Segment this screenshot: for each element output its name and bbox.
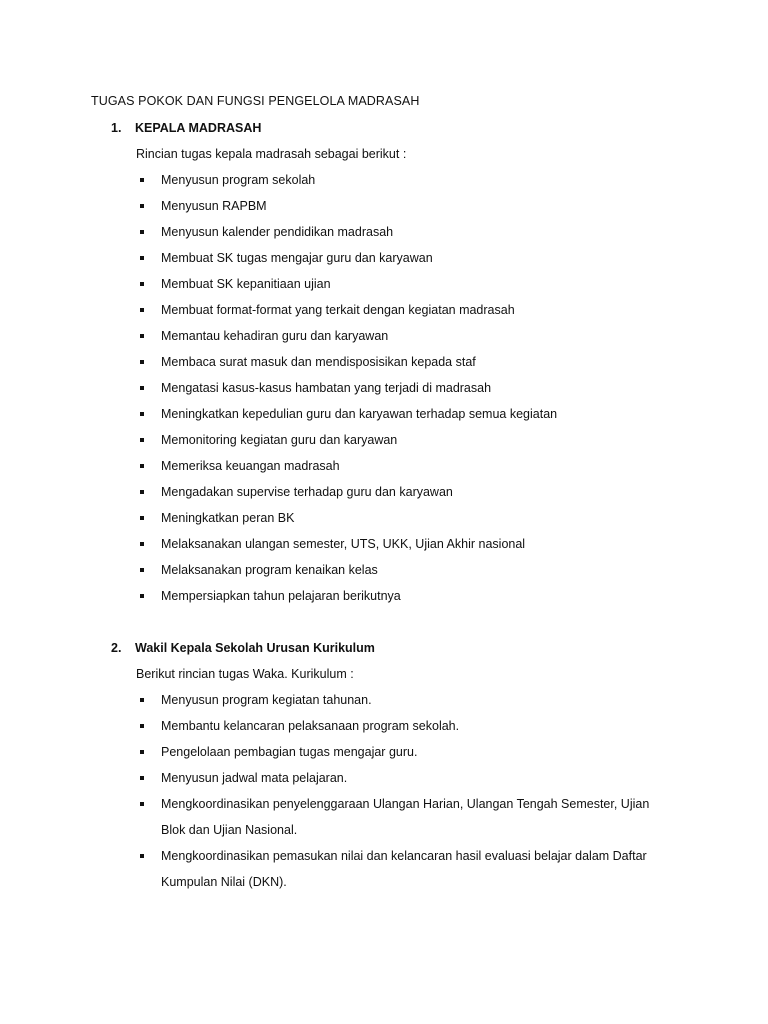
bullet-icon [111, 297, 136, 323]
bullet-icon [111, 245, 136, 271]
list-item [111, 193, 671, 219]
section-heading-text: KEPALA MADRASAH [135, 121, 262, 135]
list-item-text: Membantu kelancaran pelaksanaan program sekolah. [161, 719, 460, 733]
list-item [111, 167, 671, 193]
list-item [111, 271, 671, 297]
list-item [111, 713, 671, 739]
list-item [111, 219, 671, 245]
list-item-text: Membaca surat masuk dan mendisposisikan kepada staf [161, 355, 476, 369]
bullet-icon [111, 167, 136, 193]
bullet-icon [111, 193, 136, 219]
list-item-text: Mengkoordinasikan penyelenggaraan Ulangan Harian, Ulangan Tengah Semester, Ujian Blok dan Ujian Nasional. [161, 797, 650, 837]
bullet-icon [111, 453, 136, 479]
list-item [111, 375, 671, 401]
bullet-icon [111, 843, 136, 869]
bullet-icon [111, 791, 136, 817]
bullet-icon [111, 219, 136, 245]
section-intro: Rincian tugas kepala madrasah sebagai berikut : [136, 147, 407, 161]
bullet-icon [111, 765, 136, 791]
list-item-text: Pengelolaan pembagian tugas mengajar guru. [161, 745, 418, 759]
list-item [111, 505, 671, 531]
list-item-text: Melaksanakan program kenaikan kelas [161, 563, 378, 577]
bullet-icon [111, 713, 136, 739]
list-item [111, 245, 671, 271]
list-item-text: Memeriksa keuangan madrasah [161, 459, 340, 473]
list-item [111, 739, 671, 765]
bullet-list [111, 167, 671, 609]
bullet-icon [111, 427, 136, 453]
list-item [111, 687, 671, 713]
list-item-text: Memonitoring kegiatan guru dan karyawan [161, 433, 398, 447]
bullet-icon [111, 557, 136, 583]
bullet-icon [111, 323, 136, 349]
list-item [111, 583, 671, 609]
list-item-text: Mempersiapkan tahun pelajaran berikutnya [161, 589, 401, 603]
list-item-text: Memantau kehadiran guru dan karyawan [161, 329, 389, 343]
list-item-text: Menyusun program sekolah [161, 173, 316, 187]
list-item-text: Mengadakan supervise terhadap guru dan karyawan [161, 485, 453, 499]
list-item-text: Membuat SK tugas mengajar guru dan karyawan [161, 251, 433, 265]
list-item-text: Membuat SK kepanitiaan ujian [161, 277, 331, 291]
bullet-icon [111, 349, 136, 375]
bullet-icon [111, 401, 136, 427]
list-item [111, 323, 671, 349]
section-wakil-kurikulum [111, 641, 671, 895]
bullet-icon [111, 505, 136, 531]
list-item [111, 427, 671, 453]
bullet-icon [111, 531, 136, 557]
bullet-icon [111, 375, 136, 401]
bullet-icon [111, 479, 136, 505]
section-heading [111, 641, 671, 661]
list-item [111, 453, 671, 479]
list-item [111, 401, 671, 427]
list-item-text: Menyusun jadwal mata pelajaran. [161, 771, 348, 785]
bullet-icon [111, 687, 136, 713]
list-item [111, 843, 671, 895]
section-number: 2. [111, 641, 122, 655]
section-heading [111, 121, 671, 141]
list-item-text: Melaksanakan ulangan semester, UTS, UKK, Ujian Akhir nasional [161, 537, 526, 551]
bullet-list [111, 687, 671, 895]
list-item [111, 349, 671, 375]
list-item [111, 765, 671, 791]
bullet-icon [111, 271, 136, 297]
list-item-text: Menyusun kalender pendidikan madrasah [161, 225, 394, 239]
list-item [111, 791, 671, 843]
document-title: TUGAS POKOK DAN FUNGSI PENGELOLA MADRASAH [91, 94, 420, 108]
list-item [111, 557, 671, 583]
bullet-icon [111, 583, 136, 609]
list-item-text: Menyusun program kegiatan tahunan. [161, 693, 372, 707]
list-item-text: Meningkatkan peran BK [161, 511, 295, 525]
list-item-text: Mengatasi kasus-kasus hambatan yang terjadi di madrasah [161, 381, 492, 395]
list-item-text: Membuat format-format yang terkait dengan kegiatan madrasah [161, 303, 515, 317]
section-heading-text: Wakil Kepala Sekolah Urusan Kurikulum [135, 641, 375, 655]
list-item-text: Menyusun RAPBM [161, 199, 267, 213]
list-item-text: Meningkatkan kepedulian guru dan karyawan terhadap semua kegiatan [161, 407, 558, 421]
section-number: 1. [111, 121, 122, 135]
bullet-icon [111, 739, 136, 765]
section-intro: Berikut rincian tugas Waka. Kurikulum : [136, 667, 354, 681]
list-item [111, 297, 671, 323]
list-item [111, 531, 671, 557]
section-kepala-madrasah [111, 121, 671, 609]
list-item-text: Mengkoordinasikan pemasukan nilai dan kelancaran hasil evaluasi belajar dalam Daftar Kumpulan Nilai (DKN). [161, 849, 647, 889]
list-item [111, 479, 671, 505]
